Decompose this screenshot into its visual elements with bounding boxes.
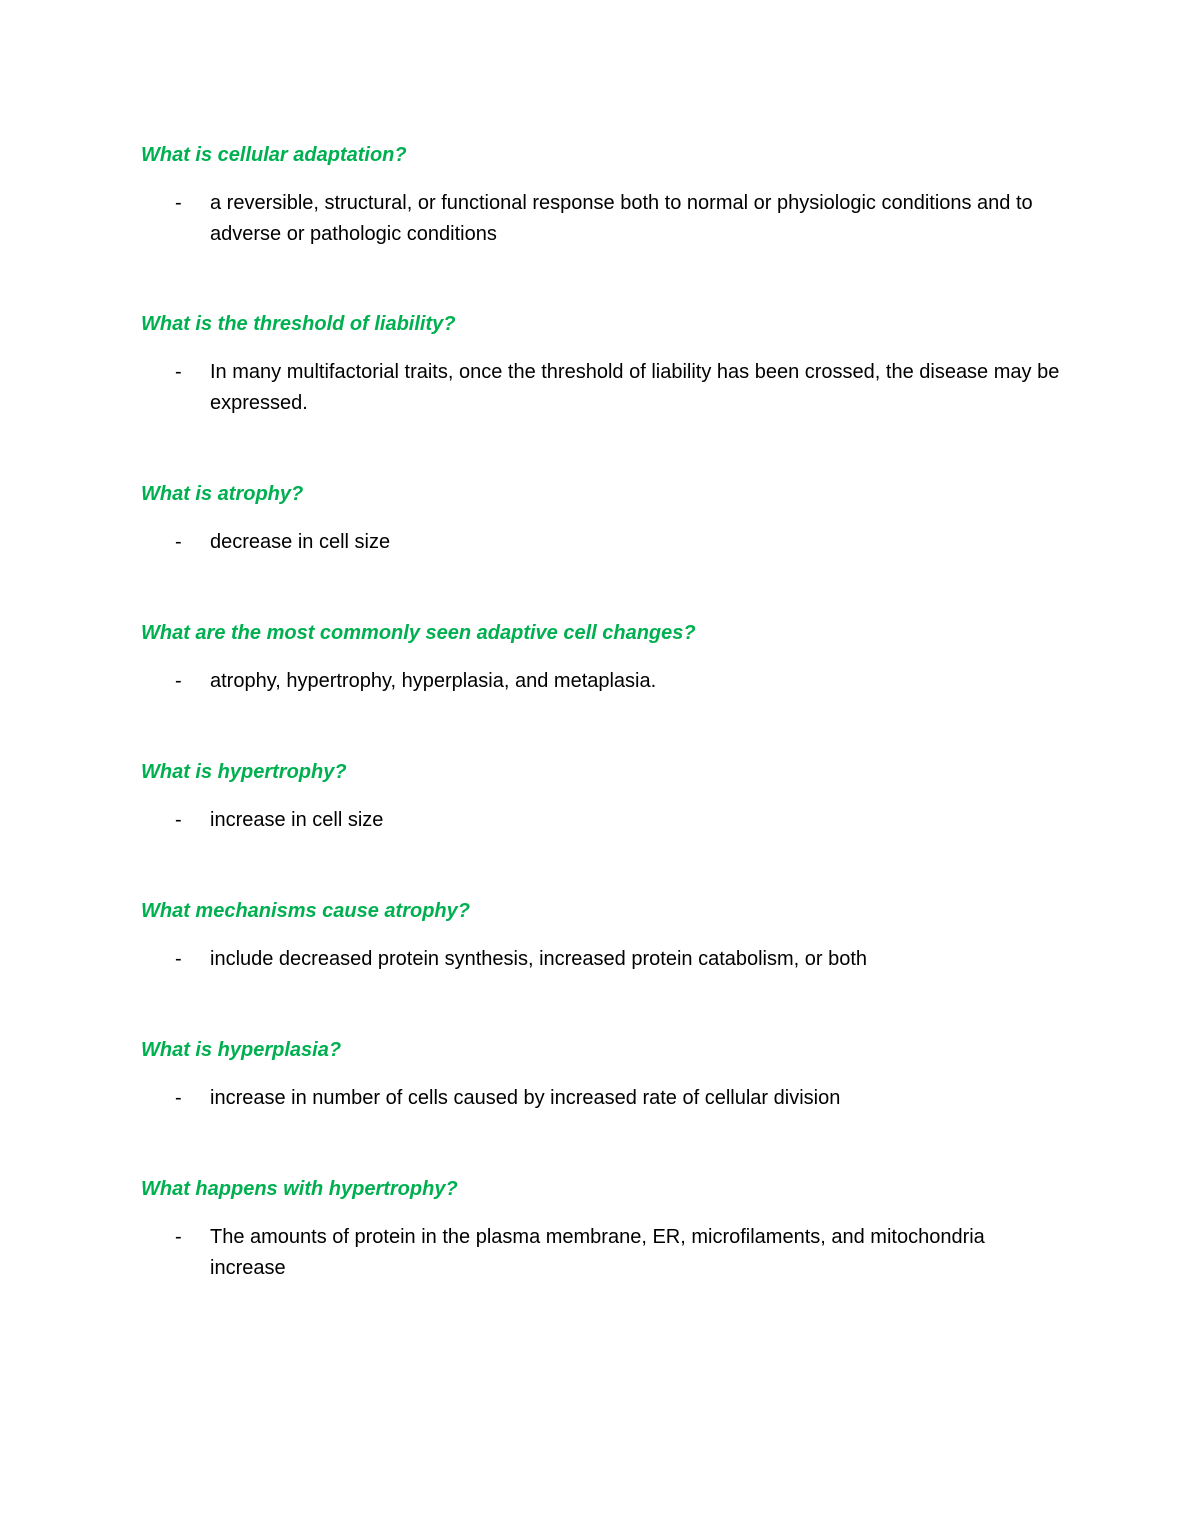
question-heading: What is hyperplasia? bbox=[141, 1039, 342, 1061]
answer-text: increase in number of cells caused by increased rate of cellular division bbox=[210, 1087, 841, 1109]
answer-item bbox=[141, 1083, 1061, 1114]
qa-block bbox=[141, 1037, 1061, 1114]
bullet-dash: - bbox=[175, 192, 182, 214]
question-heading: What is atrophy? bbox=[141, 483, 304, 505]
answer-text: include decreased protein synthesis, increased protein catabolism, or both bbox=[210, 948, 868, 970]
bullet-dash: - bbox=[175, 670, 182, 692]
bullet-dash: - bbox=[175, 948, 182, 970]
answer-text: atrophy, hypertrophy, hyperplasia, and metaplasia. bbox=[210, 670, 657, 692]
qa-block bbox=[141, 142, 1061, 250]
answer-item bbox=[141, 527, 1061, 558]
qa-block bbox=[141, 311, 1061, 419]
bullet-dash: - bbox=[175, 1226, 182, 1248]
bullet-dash: - bbox=[175, 1087, 182, 1109]
bullet-dash: - bbox=[175, 809, 182, 831]
answer-item bbox=[141, 805, 1061, 836]
answer-item bbox=[141, 944, 1061, 975]
qa-block bbox=[141, 898, 1061, 975]
answer-text: decrease in cell size bbox=[210, 531, 391, 553]
question-heading: What mechanisms cause atrophy? bbox=[141, 900, 470, 922]
answer-item bbox=[141, 1222, 1061, 1284]
question-heading: What is the threshold of liability? bbox=[141, 313, 456, 335]
qa-block bbox=[141, 481, 1061, 558]
question-heading: What is cellular adaptation? bbox=[141, 144, 407, 166]
answer-item bbox=[141, 666, 1061, 697]
question-heading: What are the most commonly seen adaptive cell changes? bbox=[141, 622, 696, 644]
answer-text: In many multifactorial traits, once the threshold of liability has been crossed, the disease may be expressed. bbox=[210, 361, 1060, 414]
qa-block bbox=[141, 1176, 1061, 1284]
bullet-dash: - bbox=[175, 361, 182, 383]
answer-item bbox=[141, 357, 1061, 419]
bullet-dash: - bbox=[175, 531, 182, 553]
question-heading: What is hypertrophy? bbox=[141, 761, 347, 783]
qa-block bbox=[141, 620, 1061, 697]
answer-item bbox=[141, 188, 1061, 250]
answer-text: a reversible, structural, or functional response both to normal or physiologic conditions and to adverse or pathologic conditions bbox=[210, 192, 1033, 245]
qa-block bbox=[141, 759, 1061, 836]
answer-text: increase in cell size bbox=[210, 809, 384, 831]
question-heading: What happens with hypertrophy? bbox=[141, 1178, 458, 1200]
answer-text: The amounts of protein in the plasma membrane, ER, microfilaments, and mitochondria increase bbox=[210, 1226, 985, 1279]
